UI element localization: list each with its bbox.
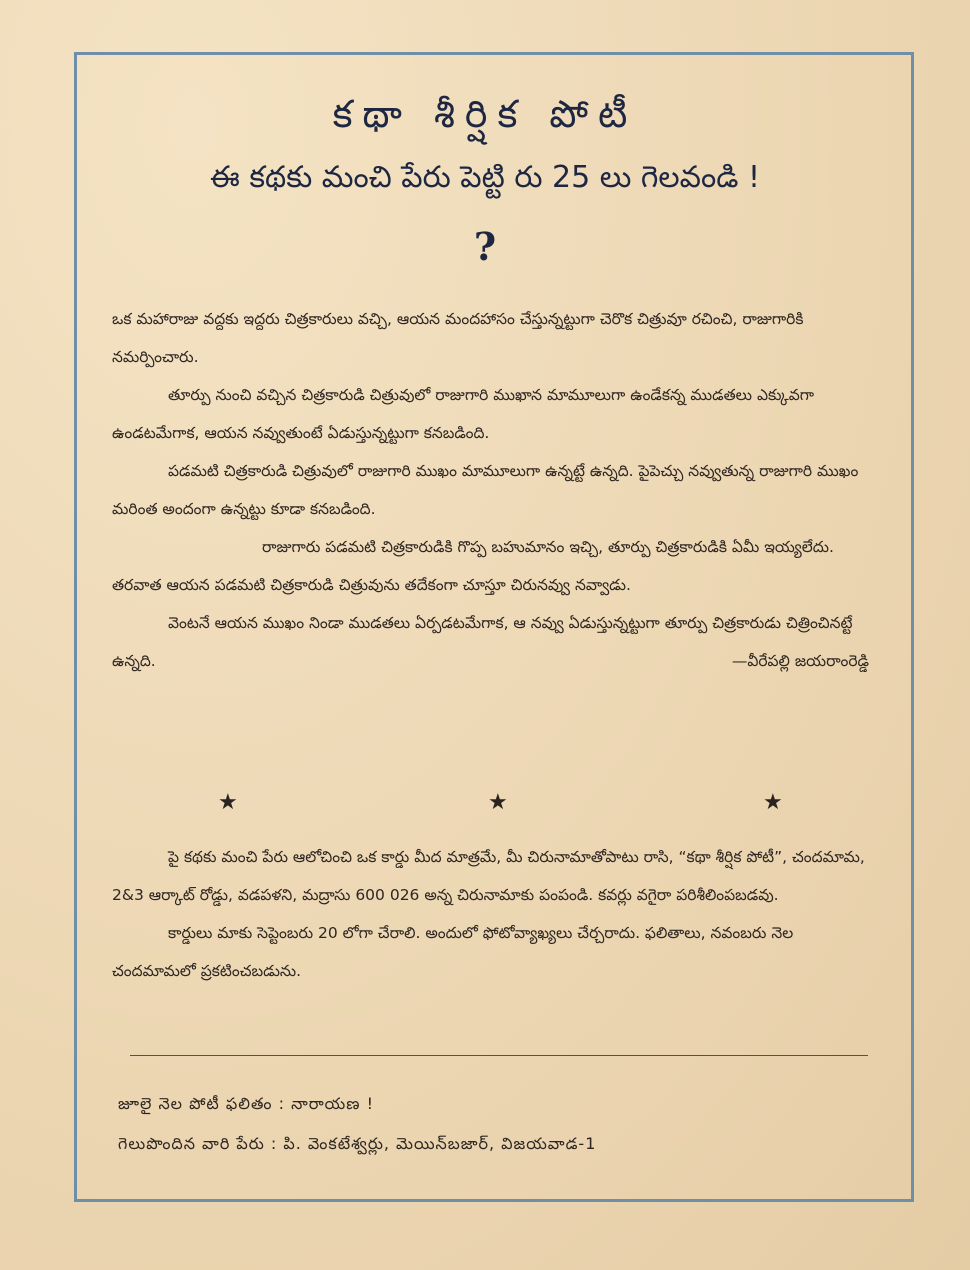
star-icon: ★ [488,790,508,815]
story-paragraph: తూర్పు నుంచి వచ్చిన చిత్రకారుడి చిత్రువులో రాజుగారి ముఖాన మామూలుగా ఉండేకన్న ముడతలు ఎక్కువగా ఉండటమేగాక, ఆయన నవ్వుతుంటే ఏడుస్తున్నట్టుగా కనబడింది. [112,386,814,442]
story-paragraph [112,604,877,680]
instructions-paragraph: పై కథకు మంచి పేరు ఆలోచించి ఒక కార్డు మీద మాత్రమే, మీ చిరునామాతోపాటు రాసి, “కథా శీర్షిక పోటీ”, చందమామ, 2&3 ఆర్కాట్ రోడ్డు, వడపళని, మద్రాసు 600 026 అన్న చిరునామాకు పంపండి. కవర్లు వగైరా పరిశీలింపబడవు. [112,848,865,904]
instructions-paragraph: కార్డులు మాకు సెప్టెంబరు 20 లోగా చేరాలి. అందులో ఫోటోవ్యాఖ్యలు చేర్చరాదు. ఫలితాలు, నవంబరు నెల చందమామలో ప్రకటించబడును. [112,924,794,980]
instructions-text [112,838,877,990]
contest-subtitle: ఈ కథకు మంచి పేరు పెట్టి రు 25 లు గెలవండి ! [210,160,760,195]
story-text [112,300,877,680]
story-paragraph: పడమటి చిత్రకారుడి చిత్రువులో రాజుగారి ముఖం మామూలుగా ఉన్నట్టే ఉన్నది. పైపెచ్చు నవ్వుతున్న రాజుగారి ముఖం మరింత అందంగా ఉన్నట్టు కూడా కనబడింది. [112,462,859,518]
star-icon: ★ [763,790,783,815]
winner-name: గెలుపొందిన వారి పేరు : పి. వెంకటేశ్వర్లు, మెయిన్‌బజార్, విజయవాడ-1 [118,1134,597,1153]
result-announcement: జూలై నెల పోటీ ఫలితం : నారాయణ ! [118,1094,374,1113]
divider-line [130,1055,868,1056]
contest-title: కథా శీర్షిక పోటీ [332,92,638,136]
story-paragraph: ఒక మహారాజు వద్దకు ఇద్దరు చిత్రకారులు వచ్చి, ఆయన మందహాసం చేస్తున్నట్టుగా చెరొక చిత్రువూ రచించి, రాజుగారికి నమర్పించారు. [112,310,804,366]
star-icon: ★ [218,790,238,815]
story-paragraph: రాజుగారు పడమటి చిత్రకారుడికి గొప్ప బహుమానం ఇచ్చి, తూర్పు చిత్రకారుడికి ఏమీ ఇయ్యలేదు. తరవాత ఆయన పడమటి చిత్రకారుడి చిత్రువును తదేకంగా చూస్తూ చిరునవ్వు నవ్వాడు. [112,538,834,594]
star-divider [0,790,970,820]
question-mark: ? [473,224,497,269]
author-signature: —వీరేపల్లి జయరాంరెడ్డి [731,652,869,670]
story-paragraph-text: వెంటనే ఆయన ముఖం నిండా ముడతలు ఏర్పడటమేగాక, ఆ నవ్వు ఏడుస్తున్నట్టుగా తూర్పు చిత్రకారుడు చిత్రించినట్టే ఉన్నది. [112,614,853,670]
